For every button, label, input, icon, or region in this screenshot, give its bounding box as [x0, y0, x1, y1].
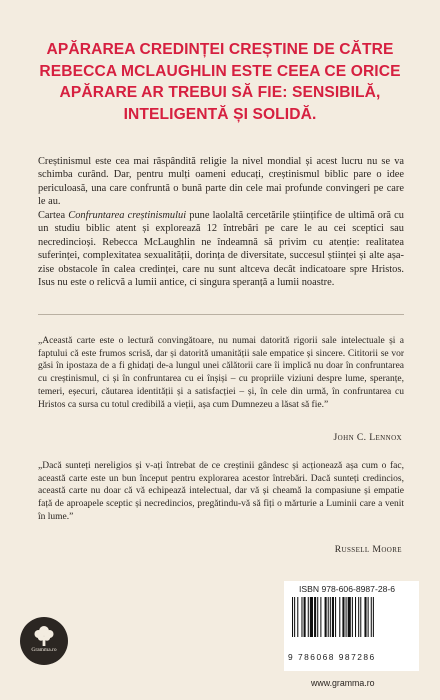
barcode-graphic	[290, 597, 414, 647]
endorsement-author-moore: Russell Moore	[334, 544, 402, 555]
divider-top	[38, 314, 404, 315]
book-title-italic: Confruntarea creștinismului	[68, 210, 187, 221]
back-cover-headline: APĂRAREA CREDINȚEI CREȘTINE DE CĂTRE REBECCA MCLAUGHLIN ESTE CEEA CE ORICE APĂRARE AR TREBUI SĂ FIE: SENSIBILĂ, INTELIGENTĂ ȘI SOLIDĂ.	[39, 41, 401, 123]
barcode-digits: 9 786068 987286	[288, 652, 376, 662]
endorsement-author-lennox: John C. Lennox	[333, 432, 402, 443]
intro-paragraph-2	[38, 209, 404, 289]
tree-icon	[20, 617, 68, 665]
publisher-logo	[20, 617, 68, 665]
intro-paragraph-1: Creștinismul este cea mai răspândită religie la nivel mondial și acest lucru nu se va schimba curând. Dar, pentru mulți oameni educați, creștinismul biblic pare o idee periculoasă, una care confruntă o bună parte din cele mai profunde convingeri pe care le au.	[38, 156, 404, 208]
endorsement-quote-moore: „Dacă sunteți nereligios și v-ați întrebat de ce creștinii gândesc și acționează așa cum o fac, această carte este un bun început pentru explorarea acestor întrebări. Dacă sunteți credincios, această carte nu doar că vă echipează intelectual, dar vă și cheamă la compasiune și empatie față de aproapele sceptic și necredincios, pregătindu-vă să fiți o mărturie a Luminii care a venit în lume.”	[38, 461, 404, 522]
intro-paragraph-2-lead: Cartea	[38, 210, 69, 221]
isbn-text: ISBN 978-606-8987-28-6	[299, 584, 396, 594]
publisher-logo-text: Gramma.ro	[31, 647, 57, 653]
intro-paragraph-2-body: pune laolaltă cercetările științifice de ultimă oră cu un studiu biblic atent și explorează 12 întrebări pe care le au cei sceptici sau necredincioși. Rebecca McLaughlin ne îndeamnă să privim cu atenție: realitatea suferinței, complexitatea sexualității, dorința de diversitate, succesul științei și alte așa-zise obstacole în calea credinței, care nu sunt altceva decât indicatoare spre Hristos. Isus nu este o relicvă a lumii antice, ci singura speranță a lumii noastre.	[38, 210, 404, 289]
publisher-website: www.gramma.ro	[311, 678, 375, 688]
endorsement-quote-lennox: „Această carte este o lectură convingătoare, nu numai datorită rigorii sale intelectuale și a faptului că este frumos scrisă, dar și datorită umanității sale empatice și sincere. Cititorii se vor găsi în ipostaza de a fi ghidați de-a lungul unei călătorii care îi implică nu doar în confruntarea cu creștinismul, ci și în confruntarea cu ei înșiși – cu propriile viziuni despre lume, speranțe, temeri, eșecuri, căutarea identității și a satisfacției – și, în cele din urmă, în confruntarea cu Hristos ca sursa cu totul credibilă a vieții, așa cum Dumnezeu a lăsat să fie.”	[38, 336, 404, 410]
